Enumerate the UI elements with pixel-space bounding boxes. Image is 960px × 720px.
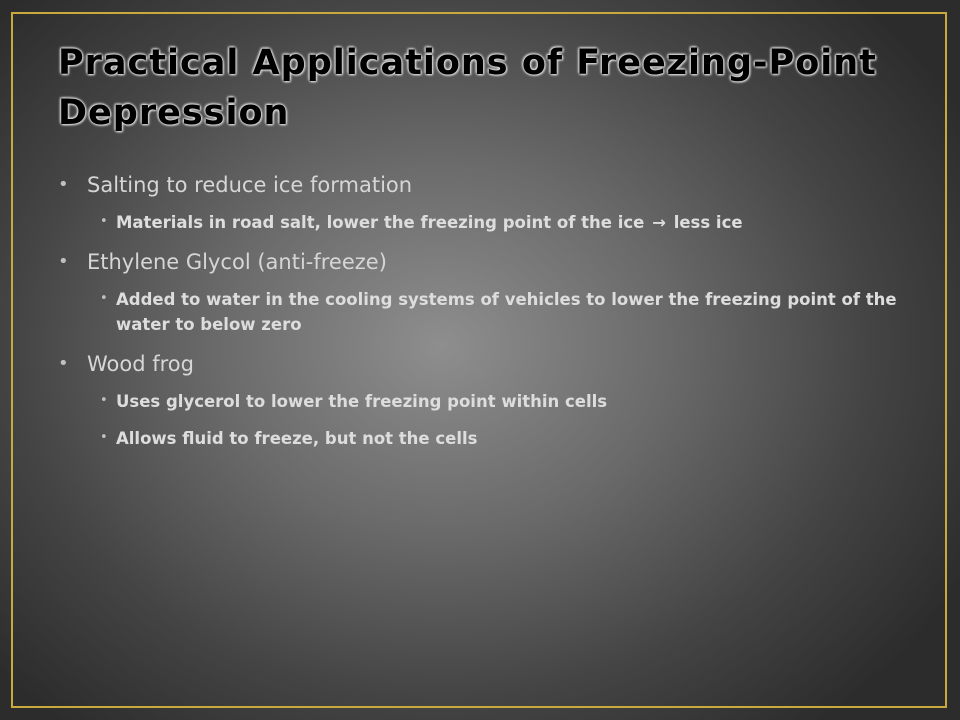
sub-bullet-fluid-freeze: [58, 426, 908, 451]
sub-bullet-icon: •: [100, 393, 108, 408]
sub-bullet-icon: •: [100, 214, 108, 229]
slide-title: Practical Applications of Freezing-Point Depression: [58, 43, 877, 133]
bullet-text: Ethylene Glycol (anti-freeze): [87, 250, 387, 274]
bullet-wood-frog: [58, 349, 908, 379]
sub-bullet-text: Added to water in the cooling systems of vehicles to lower the freezing point of the water to below zero: [116, 290, 897, 334]
sub-bullet-glycerol: [58, 389, 908, 414]
sub-bullet-text-after: less ice: [673, 213, 743, 232]
bullet-icon: •: [58, 251, 69, 272]
sub-bullet-text: Uses glycerol to lower the freezing point within cells: [116, 392, 608, 411]
slide-body: [58, 170, 908, 463]
sub-bullet-icon: •: [100, 291, 108, 306]
bullet-text: Salting to reduce ice formation: [87, 173, 413, 197]
bullet-text: Wood frog: [87, 352, 194, 376]
sub-bullet-text: Allows fluid to freeze, but not the cells: [116, 429, 478, 448]
bullet-icon: •: [58, 353, 69, 374]
bullet-salting: [58, 170, 908, 200]
sub-bullet-road-salt: [58, 210, 908, 235]
sub-bullet-text-before: Materials in road salt, lower the freezing point of the ice: [116, 213, 645, 232]
right-arrow-icon: →: [652, 213, 666, 232]
bullet-ethylene-glycol: [58, 247, 908, 277]
bullet-icon: •: [58, 174, 69, 195]
sub-bullet-cooling-systems: [58, 287, 908, 337]
sub-bullet-icon: •: [100, 430, 108, 445]
